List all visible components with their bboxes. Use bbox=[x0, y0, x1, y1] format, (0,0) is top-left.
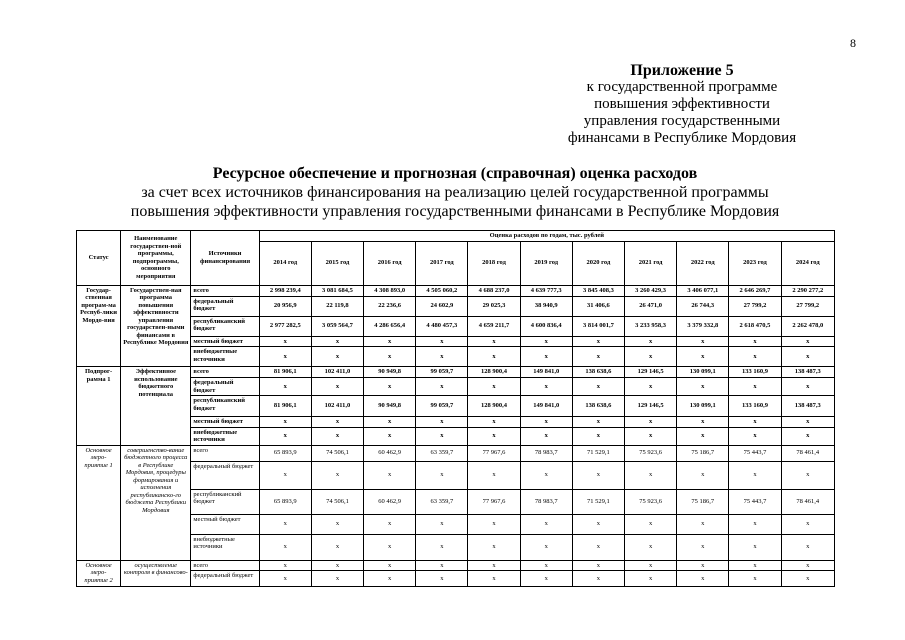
value-cell: x bbox=[416, 378, 468, 396]
value-cell: x bbox=[729, 417, 781, 428]
table-row bbox=[77, 445, 835, 461]
value-cell: x bbox=[624, 347, 676, 367]
value-cell: x bbox=[416, 514, 468, 534]
value-cell: x bbox=[781, 560, 834, 571]
value-cell: 71 529,1 bbox=[572, 445, 624, 461]
value-cell: x bbox=[572, 336, 624, 347]
value-cell: x bbox=[677, 427, 729, 445]
appendix-line: к государственной программе bbox=[586, 79, 778, 95]
value-cell: x bbox=[572, 461, 624, 489]
value-cell: x bbox=[729, 427, 781, 445]
value-cell: x bbox=[468, 427, 520, 445]
value-cell: 129 146,5 bbox=[624, 396, 676, 417]
value-cell: 133 160,9 bbox=[729, 396, 781, 417]
value-cell: x bbox=[311, 571, 363, 587]
status-cell: Подпрог-рамма 1 bbox=[77, 367, 121, 446]
value-cell: 74 506,1 bbox=[311, 445, 363, 461]
value-cell: x bbox=[729, 347, 781, 367]
program-name-cell: совершенство-вание бюджетного процесса в Республике Мордовия, процедуры формирования и исполнения республиканско-го бюджета Республики Мордовия bbox=[121, 445, 191, 560]
value-cell: x bbox=[416, 417, 468, 428]
value-cell: 4 480 457,3 bbox=[416, 316, 468, 336]
value-cell: x bbox=[781, 347, 834, 367]
value-cell: x bbox=[468, 347, 520, 367]
value-cell: x bbox=[311, 336, 363, 347]
table-row bbox=[77, 461, 835, 489]
value-cell: x bbox=[729, 461, 781, 489]
value-cell: 3 379 332,8 bbox=[677, 316, 729, 336]
value-cell: x bbox=[677, 417, 729, 428]
value-cell: 75 443,7 bbox=[729, 489, 781, 514]
value-cell: 78 461,4 bbox=[781, 445, 834, 461]
header-year: 2019 год bbox=[520, 241, 572, 285]
value-cell: 130 099,1 bbox=[677, 367, 729, 378]
header-year: 2015 год bbox=[311, 241, 363, 285]
appendix-line: повышения эффективности bbox=[594, 96, 770, 112]
value-cell: 31 406,6 bbox=[572, 296, 624, 316]
value-cell: x bbox=[677, 571, 729, 587]
value-cell: 3 059 564,7 bbox=[311, 316, 363, 336]
program-name-cell: Государствен-ная программа повышения эффективности управления государствен-ными финансами в Республике Мордовия bbox=[121, 285, 191, 367]
value-cell: 99 059,7 bbox=[416, 396, 468, 417]
value-cell: x bbox=[364, 378, 416, 396]
value-cell: x bbox=[781, 514, 834, 534]
value-cell: 4 688 237,0 bbox=[468, 285, 520, 296]
value-cell: 27 799,2 bbox=[781, 296, 834, 316]
value-cell: x bbox=[624, 514, 676, 534]
value-cell: 90 949,8 bbox=[364, 367, 416, 378]
value-cell: 75 186,7 bbox=[677, 445, 729, 461]
value-cell: x bbox=[572, 534, 624, 560]
header-year: 2018 год bbox=[468, 241, 520, 285]
value-cell: x bbox=[624, 427, 676, 445]
source-cell: местный бюджет bbox=[191, 514, 259, 534]
value-cell: x bbox=[520, 378, 572, 396]
header-status: Статус bbox=[77, 231, 121, 286]
status-cell: Основное меро-приятие 1 bbox=[77, 445, 121, 560]
value-cell: x bbox=[416, 534, 468, 560]
value-cell: x bbox=[364, 427, 416, 445]
value-cell: x bbox=[572, 571, 624, 587]
value-cell: x bbox=[781, 336, 834, 347]
heading-line: за счет всех источников финансирования на реализацию целей государственной программы bbox=[141, 184, 769, 201]
value-cell: x bbox=[364, 347, 416, 367]
table-row bbox=[77, 367, 835, 378]
value-cell: x bbox=[572, 514, 624, 534]
value-cell: 2 646 269,7 bbox=[729, 285, 781, 296]
source-cell: всего bbox=[191, 560, 259, 571]
value-cell: 24 602,9 bbox=[416, 296, 468, 316]
source-cell: федеральный бюджет bbox=[191, 571, 259, 587]
source-cell: федеральный бюджет bbox=[191, 296, 259, 316]
value-cell: 2 262 478,0 bbox=[781, 316, 834, 336]
value-cell: x bbox=[572, 427, 624, 445]
table-row bbox=[77, 378, 835, 396]
value-cell: 4 308 893,0 bbox=[364, 285, 416, 296]
value-cell: x bbox=[311, 417, 363, 428]
value-cell: x bbox=[468, 514, 520, 534]
value-cell: 60 462,9 bbox=[364, 489, 416, 514]
source-cell: республиканский бюджет bbox=[191, 316, 259, 336]
value-cell: x bbox=[729, 378, 781, 396]
value-cell: x bbox=[364, 571, 416, 587]
value-cell: x bbox=[259, 347, 311, 367]
value-cell: x bbox=[624, 336, 676, 347]
value-cell: 130 099,1 bbox=[677, 396, 729, 417]
appendix-line: финансами в Республике Мордовия bbox=[567, 130, 797, 146]
value-cell: x bbox=[677, 534, 729, 560]
value-cell: 90 949,8 bbox=[364, 396, 416, 417]
value-cell: x bbox=[259, 427, 311, 445]
value-cell: 81 906,1 bbox=[259, 396, 311, 417]
value-cell: x bbox=[468, 571, 520, 587]
value-cell: 3 814 001,7 bbox=[572, 316, 624, 336]
value-cell: 4 505 060,2 bbox=[416, 285, 468, 296]
value-cell: 128 900,4 bbox=[468, 396, 520, 417]
value-cell: x bbox=[520, 514, 572, 534]
header-year: 2020 год bbox=[572, 241, 624, 285]
header-year: 2023 год bbox=[729, 241, 781, 285]
header-sources: Источники финансирования bbox=[191, 231, 259, 286]
value-cell: 138 487,3 bbox=[781, 396, 834, 417]
value-cell: 65 893,9 bbox=[259, 445, 311, 461]
source-cell: внебюджетные источники bbox=[191, 347, 259, 367]
value-cell: x bbox=[416, 427, 468, 445]
value-cell: 78 983,7 bbox=[520, 489, 572, 514]
value-cell: x bbox=[624, 571, 676, 587]
value-cell: x bbox=[520, 417, 572, 428]
value-cell: x bbox=[520, 347, 572, 367]
table-row bbox=[77, 571, 835, 587]
value-cell: 60 462,9 bbox=[364, 445, 416, 461]
value-cell: 77 967,6 bbox=[468, 489, 520, 514]
header-year: 2022 год bbox=[677, 241, 729, 285]
header-estimate: Оценка расходов по годам, тыс. рублей bbox=[259, 231, 834, 242]
value-cell: 75 186,7 bbox=[677, 489, 729, 514]
value-cell: 2 977 282,5 bbox=[259, 316, 311, 336]
value-cell: 102 411,0 bbox=[311, 367, 363, 378]
value-cell: x bbox=[729, 560, 781, 571]
header-year: 2014 год bbox=[259, 241, 311, 285]
value-cell: x bbox=[781, 461, 834, 489]
value-cell: 2 998 239,4 bbox=[259, 285, 311, 296]
value-cell: 26 744,3 bbox=[677, 296, 729, 316]
value-cell: x bbox=[364, 336, 416, 347]
value-cell: x bbox=[416, 336, 468, 347]
value-cell: 138 487,3 bbox=[781, 367, 834, 378]
value-cell: x bbox=[259, 336, 311, 347]
value-cell: x bbox=[572, 560, 624, 571]
value-cell: x bbox=[416, 461, 468, 489]
value-cell: 102 411,0 bbox=[311, 396, 363, 417]
status-cell: Основное меро-приятие 2 bbox=[77, 560, 121, 587]
value-cell: x bbox=[468, 378, 520, 396]
value-cell: x bbox=[364, 514, 416, 534]
value-cell: x bbox=[311, 534, 363, 560]
value-cell: x bbox=[416, 347, 468, 367]
value-cell: x bbox=[520, 336, 572, 347]
value-cell: x bbox=[677, 461, 729, 489]
value-cell: 38 940,9 bbox=[520, 296, 572, 316]
value-cell: x bbox=[311, 514, 363, 534]
value-cell: 149 841,0 bbox=[520, 367, 572, 378]
value-cell: x bbox=[520, 571, 572, 587]
value-cell: x bbox=[572, 417, 624, 428]
value-cell: x bbox=[781, 378, 834, 396]
value-cell: x bbox=[624, 417, 676, 428]
value-cell: x bbox=[677, 514, 729, 534]
value-cell: 77 967,6 bbox=[468, 445, 520, 461]
appendix-line: управления государственными bbox=[583, 113, 781, 129]
value-cell: 128 900,4 bbox=[468, 367, 520, 378]
value-cell: x bbox=[468, 417, 520, 428]
value-cell: x bbox=[311, 347, 363, 367]
appendix-title: Приложение 5 bbox=[630, 62, 734, 79]
value-cell: x bbox=[729, 571, 781, 587]
table-row bbox=[77, 489, 835, 514]
page-number: 8 bbox=[850, 36, 856, 50]
source-cell: федеральный бюджет bbox=[191, 378, 259, 396]
value-cell: 149 841,0 bbox=[520, 396, 572, 417]
value-cell: 78 461,4 bbox=[781, 489, 834, 514]
source-cell: всего bbox=[191, 367, 259, 378]
table-row bbox=[77, 347, 835, 367]
value-cell: 4 639 777,3 bbox=[520, 285, 572, 296]
value-cell: x bbox=[311, 427, 363, 445]
value-cell: 3 233 958,3 bbox=[624, 316, 676, 336]
source-cell: местный бюджет bbox=[191, 417, 259, 428]
header-name: Наименование государствен-ной программы, подпрограммы, основного мероприятия bbox=[121, 231, 191, 286]
value-cell: 4 286 656,4 bbox=[364, 316, 416, 336]
header-year: 2017 год bbox=[416, 241, 468, 285]
heading-line: повышения эффективности управления государственными финансами в Республике Мордовия bbox=[130, 203, 780, 220]
value-cell: x bbox=[781, 427, 834, 445]
value-cell: 22 119,8 bbox=[311, 296, 363, 316]
resource-table bbox=[76, 230, 835, 587]
value-cell: x bbox=[311, 461, 363, 489]
value-cell: x bbox=[781, 417, 834, 428]
value-cell: 4 600 836,4 bbox=[520, 316, 572, 336]
value-cell: x bbox=[520, 534, 572, 560]
table-row bbox=[77, 285, 835, 296]
table-row bbox=[77, 396, 835, 417]
value-cell: 2 290 277,2 bbox=[781, 285, 834, 296]
value-cell: 75 923,6 bbox=[624, 445, 676, 461]
value-cell: x bbox=[259, 514, 311, 534]
value-cell: 26 471,0 bbox=[624, 296, 676, 316]
value-cell: x bbox=[520, 560, 572, 571]
document-heading bbox=[60, 164, 850, 221]
value-cell: x bbox=[781, 534, 834, 560]
value-cell: x bbox=[416, 571, 468, 587]
value-cell: 27 799,2 bbox=[729, 296, 781, 316]
program-name-cell: осуществление контроля в финансово- bbox=[121, 560, 191, 587]
value-cell: x bbox=[677, 347, 729, 367]
value-cell: 3 845 408,3 bbox=[572, 285, 624, 296]
program-name-cell: Эффективное использование бюджетного потенциала bbox=[121, 367, 191, 446]
header-year: 2021 год bbox=[624, 241, 676, 285]
value-cell: x bbox=[468, 461, 520, 489]
value-cell: x bbox=[729, 514, 781, 534]
value-cell: 29 025,3 bbox=[468, 296, 520, 316]
value-cell: 75 923,6 bbox=[624, 489, 676, 514]
table-row bbox=[77, 534, 835, 560]
value-cell: 78 983,7 bbox=[520, 445, 572, 461]
header-year: 2016 год bbox=[364, 241, 416, 285]
table-row bbox=[77, 514, 835, 534]
table-row bbox=[77, 560, 835, 571]
value-cell: x bbox=[259, 378, 311, 396]
appendix-block bbox=[517, 62, 847, 147]
value-cell: x bbox=[416, 560, 468, 571]
source-cell: всего bbox=[191, 285, 259, 296]
source-cell: республиканский бюджет bbox=[191, 489, 259, 514]
source-cell: местный бюджет bbox=[191, 336, 259, 347]
value-cell: x bbox=[624, 461, 676, 489]
value-cell: 65 893,9 bbox=[259, 489, 311, 514]
source-cell: всего bbox=[191, 445, 259, 461]
value-cell: x bbox=[259, 461, 311, 489]
value-cell: 81 906,1 bbox=[259, 367, 311, 378]
value-cell: 2 618 470,5 bbox=[729, 316, 781, 336]
value-cell: 138 638,6 bbox=[572, 396, 624, 417]
table-row bbox=[77, 417, 835, 428]
value-cell: 3 260 429,3 bbox=[624, 285, 676, 296]
source-cell: внебюджетные источники bbox=[191, 534, 259, 560]
source-cell: республиканский бюджет bbox=[191, 396, 259, 417]
value-cell: x bbox=[468, 336, 520, 347]
source-cell: внебюджетные источники bbox=[191, 427, 259, 445]
value-cell: x bbox=[468, 534, 520, 560]
value-cell: 22 236,6 bbox=[364, 296, 416, 316]
source-cell: федеральный бюджет bbox=[191, 461, 259, 489]
table-row bbox=[77, 296, 835, 316]
value-cell: 3 081 684,5 bbox=[311, 285, 363, 296]
value-cell: x bbox=[624, 560, 676, 571]
value-cell: x bbox=[311, 378, 363, 396]
value-cell: 74 506,1 bbox=[311, 489, 363, 514]
table-row bbox=[77, 316, 835, 336]
value-cell: x bbox=[729, 336, 781, 347]
value-cell: x bbox=[781, 571, 834, 587]
value-cell: x bbox=[572, 347, 624, 367]
value-cell: 129 146,5 bbox=[624, 367, 676, 378]
value-cell: 3 406 077,1 bbox=[677, 285, 729, 296]
value-cell: x bbox=[677, 336, 729, 347]
table-row bbox=[77, 427, 835, 445]
value-cell: 71 529,1 bbox=[572, 489, 624, 514]
value-cell: 75 443,7 bbox=[729, 445, 781, 461]
value-cell: 4 659 211,7 bbox=[468, 316, 520, 336]
value-cell: x bbox=[259, 571, 311, 587]
header-year: 2024 год bbox=[781, 241, 834, 285]
value-cell: 133 160,9 bbox=[729, 367, 781, 378]
table-row bbox=[77, 336, 835, 347]
value-cell: x bbox=[364, 417, 416, 428]
value-cell: x bbox=[520, 461, 572, 489]
value-cell: 20 956,9 bbox=[259, 296, 311, 316]
value-cell: x bbox=[624, 534, 676, 560]
value-cell: 63 359,7 bbox=[416, 445, 468, 461]
heading-title: Ресурсное обеспечение и прогнозная (справочная) оценка расходов bbox=[212, 165, 698, 182]
value-cell: x bbox=[572, 378, 624, 396]
value-cell: 63 359,7 bbox=[416, 489, 468, 514]
value-cell: x bbox=[468, 560, 520, 571]
value-cell: x bbox=[364, 534, 416, 560]
value-cell: x bbox=[729, 534, 781, 560]
status-cell: Государ-ственная програм-ма Респуб-лики Мордо-вия bbox=[77, 285, 121, 367]
value-cell: 99 059,7 bbox=[416, 367, 468, 378]
value-cell: x bbox=[624, 378, 676, 396]
value-cell: x bbox=[520, 427, 572, 445]
value-cell: x bbox=[677, 560, 729, 571]
value-cell: x bbox=[311, 560, 363, 571]
value-cell: x bbox=[677, 378, 729, 396]
value-cell: x bbox=[259, 534, 311, 560]
value-cell: x bbox=[259, 560, 311, 571]
value-cell: x bbox=[364, 461, 416, 489]
value-cell: x bbox=[259, 417, 311, 428]
value-cell: x bbox=[364, 560, 416, 571]
value-cell: 138 638,6 bbox=[572, 367, 624, 378]
